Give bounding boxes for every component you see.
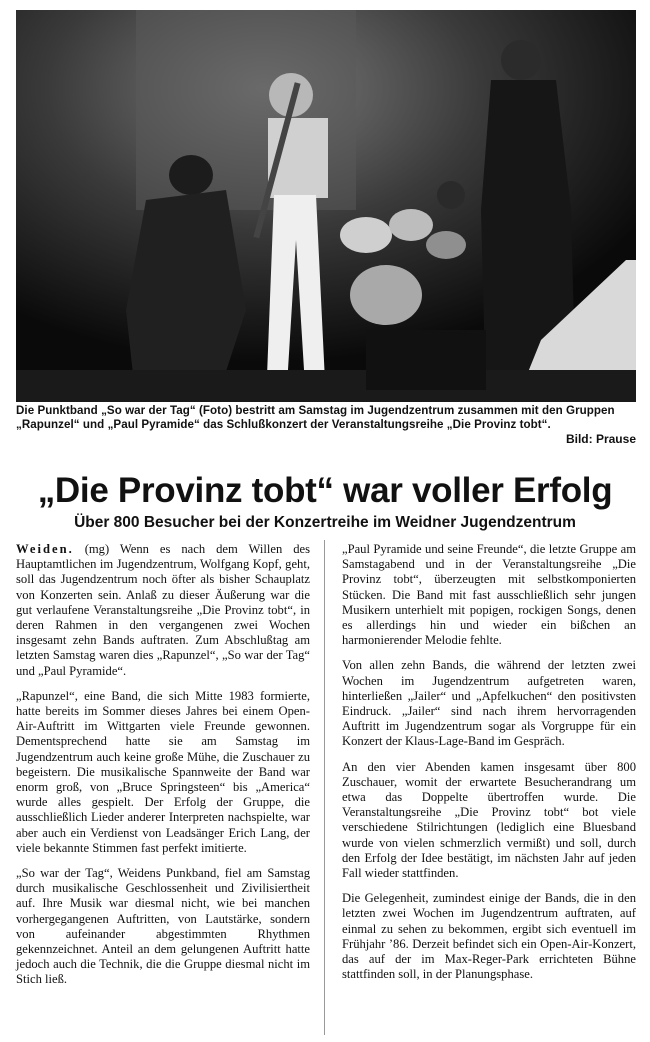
- subheadline: Über 800 Besucher bei der Konzertreihe im Weidner Jugendzentrum: [74, 514, 576, 531]
- article-paragraph: „So war der Tag“, Weidens Punkband, fiel am Samstag durch musikalische Geschlossenheit und Zivilisiertheit auf. Ihre Musik war diesmal nicht, wie bei manchen vorhergegangenen Auftritten, von Lautstärke, sondern von aufeinander abgestimmten Rhythmen gekennzeichnet. Anteil an dem gelungenen Auftritt hatte jedoch auch die Technik, die die Gruppe diesmal nicht im Stich ließ.: [16, 866, 310, 987]
- article-column-right: [342, 542, 636, 992]
- article-paragraph: „Paul Pyramide und seine Freunde“, die letzte Gruppe am Samstagabend und in der Veranstaltungsreihe „Die Provinz tobt“, überzeugten mit selbstkomponierten Stücken. Die Band mit fast ausschließlich sehr jungen Musikern unterhielt mit popigen, rockigen Songs, denen es allerdings hin und wieder ein bißchen an harmonierender Melodie fehlte.: [342, 542, 636, 648]
- photo-credit: Bild: Prause: [565, 432, 636, 446]
- article-paragraph: Weiden. (mg) Wenn es nach dem Willen des Hauptamtlichen im Jugendzentrum, Wolfgang Kopf, geht, soll das Jugendzentrum noch öfter als bisher Schauplatz von Konzerten sein. Anlaß zu dieser Äußerung war die gut verlaufene Veranstaltungsreihe „Die Provinz tobt“, in deren Rahmen in den vergangenen zwei Wochen insgesamt zehn Bands auftraten. Zum Abschlußtag am letzten Samstag waren dies „Rapunzel“, „So war der Tag“ und „Paul Pyramide“.: [16, 542, 310, 678]
- article-paragraph: „Rapunzel“, eine Band, die sich Mitte 1983 formierte, hatte bereits im Sommer dieses Jahres bei einem Open-Air-Auftritt im Wittgarten viele Freunde gewonnen. Dementsprechend hatte sie am Samstag im Jugendzentrum auch keine große Mühe, die Zuschauer zu begeistern. Die musikalische Spannweite der Band war enorm groß, von „Bruce Springsteen“ bis „America“ wurde alles gespielt. Der Erfolg der Gruppe, die ausschließlich Lieder anderer Interpreten nachspielte, war aber auch ein Verdienst von Leadsänger Erich Lang, der viele bekannte Stimmen fast perfekt imitierte.: [16, 688, 310, 855]
- article-paragraph: Die Gelegenheit, zumindest einige der Bands, die in den letzten zwei Wochen im Jugendzentrum auftraten, auf einmal zu sehen zu bekommen, ergibt sich eventuell im Frühjahr ’86. Derzeit befindet sich ein Open-Air-Konzert, das auf der im Max-Reger-Park errichteten Bühne stattfinden soll, in der Planungsphase.: [342, 891, 636, 982]
- concert-photo: [16, 10, 636, 402]
- article-paragraph: Von allen zehn Bands, die während der letzten zwei Wochen im Jugendzentrum aufgetreten waren, hinterließen „Jailer“ und „Apfelkuchen“ den positivsten Eindruck. „Jailer“ sind nach ihrem hervorragenden Auftritt im Jugendzentrum sogar als Vorgruppe für ein Konzert der Klaus-Lage-Band im Gespräch.: [342, 658, 636, 749]
- article-column-left: [16, 542, 310, 998]
- article-paragraph: An den vier Abenden kamen insgesamt über 800 Zuschauer, womit der erwartete Besucherandrang um etwa das Doppelte übertroffen wurde. Die Veranstaltungsreihe „Die Provinz tobt“ bot viele verschiedene Stilrichtungen (lediglich eine Bluesband wurde von vielen schmerzlich vermißt) und soll, durch den Erfolg der Idee bestätigt, im nächsten Jahr auf jeden Fall wieder stattfinden.: [342, 759, 636, 881]
- concert-photo-icon: [16, 10, 636, 402]
- dateline: Weiden.: [16, 542, 74, 556]
- photo-caption: Die Punktband „So war der Tag“ (Foto) bestritt am Samstag im Jugendzentrum zusammen mit den Gruppen „Rapunzel“ und „Paul Pyramide“ das Schlußkonzert der Veranstaltungsreihe „Die Provinz tobt“.: [16, 404, 615, 431]
- headline: „Die Provinz tobt“ war voller Erfolg: [37, 471, 613, 510]
- column-divider: [324, 540, 325, 1035]
